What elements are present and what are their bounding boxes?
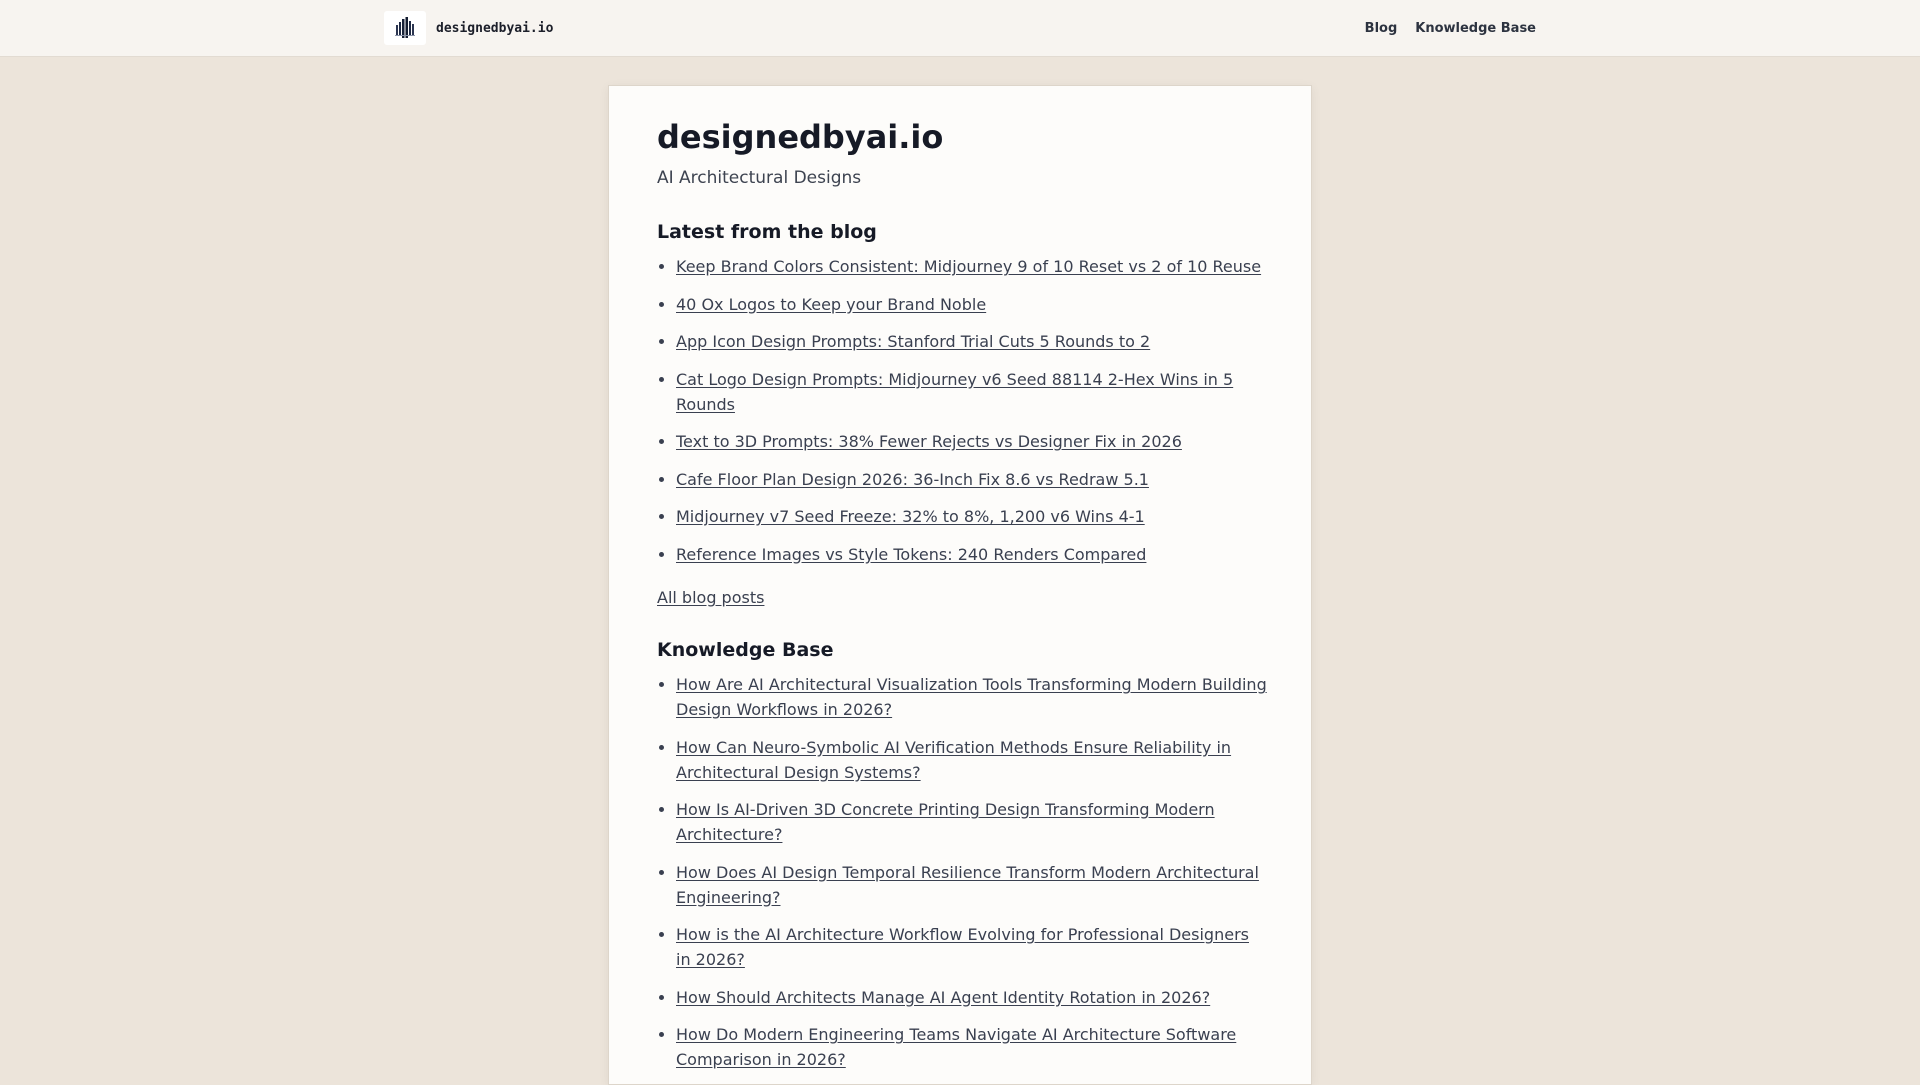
blog-post-link[interactable]: Text to 3D Prompts: 38% Fewer Rejects vs Designer Fix in 2026 [676,432,1182,451]
blog-post-link[interactable]: App Icon Design Prompts: Stanford Trial Cuts 5 Rounds to 2 [676,332,1151,351]
blog-section-heading: Latest from the blog [657,221,877,243]
blog-post-link[interactable]: 40 Ox Logos to Keep your Brand Noble [676,294,987,314]
kb-article-link[interactable]: How Are AI Architectural Visualization Tools Transforming Modern Building Design Workflows in 2026? [676,675,1267,719]
knowledge-base-heading: Knowledge Base [657,639,834,661]
list-item [676,367,1267,417]
content-card [608,85,1312,1085]
list-item [676,797,1267,847]
kb-article-link[interactable]: How Is AI-Driven 3D Concrete Printing Design Transforming Modern Architecture? [676,800,1215,844]
list-item [676,467,1267,492]
list-item [676,860,1267,910]
blog-post-link[interactable]: Cafe Floor Plan Design 2026: 36-Inch Fix 8.6 vs Redraw 5.1 [676,469,1149,489]
nav-link-blog[interactable]: Blog [1364,20,1398,36]
list-item [676,735,1267,785]
list-item [676,429,1267,454]
blog-post-link[interactable]: Cat Logo Design Prompts: Midjourney v6 Seed 88114 2-Hex Wins in 5 Rounds [676,369,1234,414]
list-item [676,329,1267,354]
kb-article-link[interactable]: How Does AI Design Temporal Resilience Transform Modern Architectural Engineering? [676,862,1259,907]
knowledge-base-list [657,672,1267,1085]
nav-link-knowledge-base[interactable]: Knowledge Base [1415,20,1536,36]
list-item [676,922,1267,972]
list-item [676,672,1267,722]
list-item [676,504,1267,529]
page-tagline: AI Architectural Designs [657,168,862,188]
kb-article-link[interactable]: How Do Modern Engineering Teams Navigate AI Architecture Software Comparison in 2026? [676,1025,1237,1069]
page-title: designedbyai.io [657,118,944,156]
list-item [676,542,1267,567]
top-nav [1365,0,1536,56]
kb-article-link[interactable]: How Can Neuro-Symbolic AI Verification Methods Ensure Reliability in Architectural Design Systems? [676,737,1232,782]
brand-name: designedbyai.io [436,20,554,36]
site-header [0,0,1920,57]
skyline-bars-icon [384,11,426,45]
blog-post-link[interactable]: Reference Images vs Style Tokens: 240 Renders Compared [676,544,1147,564]
list-item [676,254,1267,279]
list-item [676,1022,1267,1072]
list-item [676,985,1267,1010]
kb-article-link[interactable]: How is the AI Architecture Workflow Evolving for Professional Designers in 2026? [676,925,1249,969]
kb-article-link[interactable]: How Should Architects Manage AI Agent Identity Rotation in 2026? [676,987,1211,1007]
all-blog-posts-link[interactable]: All blog posts [657,588,765,607]
brand-link[interactable] [384,11,553,45]
list-item [676,292,1267,317]
blog-post-link[interactable]: Keep Brand Colors Consistent: Midjourney 9 of 10 Reset vs 2 of 10 Reuse [676,257,1262,276]
blog-post-link[interactable]: Midjourney v7 Seed Freeze: 32% to 8%, 1,200 v6 Wins 4-1 [676,507,1145,526]
blog-post-list [657,254,1267,579]
